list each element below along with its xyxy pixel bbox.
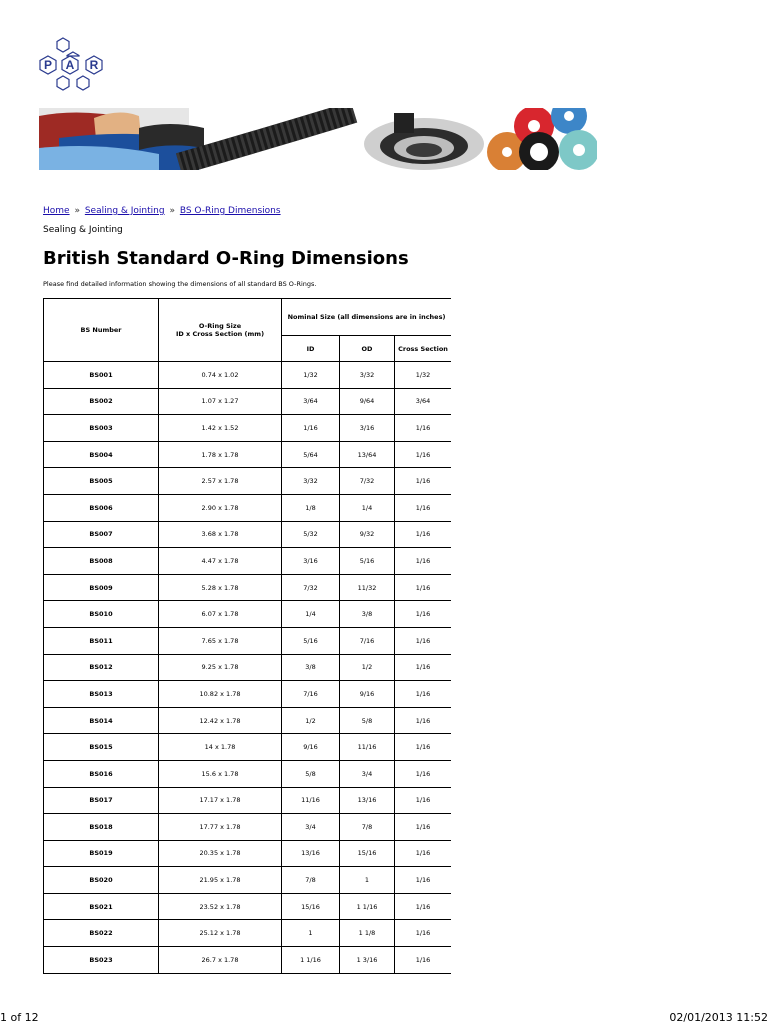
- cell-cross-section: 1/16: [395, 760, 452, 787]
- cell-cross-section: 1/16: [395, 494, 452, 521]
- cell-cross-section: 1/16: [395, 627, 452, 654]
- cell-id: 7/8: [282, 867, 340, 894]
- cell-id: 1/2: [282, 707, 340, 734]
- oring-dimensions-table: [43, 298, 451, 974]
- cell-id: 5/32: [282, 521, 340, 548]
- cell-cross-section: 1/16: [395, 468, 452, 495]
- cell-cross-section: 1/16: [395, 601, 452, 628]
- cell-bs-number: BS009: [44, 574, 159, 601]
- table-row: [44, 734, 452, 761]
- cell-id: 5/16: [282, 627, 340, 654]
- cell-od: 3/8: [340, 601, 395, 628]
- cell-oring-size: 2.90 x 1.78: [159, 494, 282, 521]
- cell-id: 13/16: [282, 840, 340, 867]
- header-nominal-size: Nominal Size (all dimensions are in inches): [282, 299, 452, 336]
- cell-cross-section: 1/16: [395, 840, 452, 867]
- page-counter: 1 of 12: [0, 1011, 39, 1024]
- cell-id: 1/4: [282, 601, 340, 628]
- cell-oring-size: 17.17 x 1.78: [159, 787, 282, 814]
- par-logo: [38, 36, 110, 96]
- cell-bs-number: BS016: [44, 760, 159, 787]
- cell-id: 11/16: [282, 787, 340, 814]
- table-row: [44, 681, 452, 708]
- cell-cross-section: 1/16: [395, 920, 452, 947]
- cell-id: 1/16: [282, 415, 340, 442]
- cell-cross-section: 1/16: [395, 947, 452, 974]
- cell-oring-size: 7.65 x 1.78: [159, 627, 282, 654]
- cell-od: 7/8: [340, 814, 395, 841]
- header-id: ID: [282, 336, 340, 362]
- cell-oring-size: 12.42 x 1.78: [159, 707, 282, 734]
- table-row: [44, 388, 452, 415]
- cell-oring-size: 5.28 x 1.78: [159, 574, 282, 601]
- cell-cross-section: 1/16: [395, 681, 452, 708]
- cell-bs-number: BS007: [44, 521, 159, 548]
- cell-bs-number: BS001: [44, 362, 159, 389]
- cell-cross-section: 3/64: [395, 388, 452, 415]
- cell-od: 5/16: [340, 548, 395, 575]
- cell-id: 9/16: [282, 734, 340, 761]
- cell-bs-number: BS008: [44, 548, 159, 575]
- table-row: [44, 494, 452, 521]
- cell-cross-section: 1/16: [395, 415, 452, 442]
- cell-oring-size: 21.95 x 1.78: [159, 867, 282, 894]
- cell-bs-number: BS012: [44, 654, 159, 681]
- cell-cross-section: 1/32: [395, 362, 452, 389]
- cell-bs-number: BS019: [44, 840, 159, 867]
- cell-od: 3/4: [340, 760, 395, 787]
- cell-id: 3/32: [282, 468, 340, 495]
- cell-od: 1/2: [340, 654, 395, 681]
- cell-oring-size: 1.78 x 1.78: [159, 441, 282, 468]
- cell-oring-size: 9.25 x 1.78: [159, 654, 282, 681]
- cell-oring-size: 3.68 x 1.78: [159, 521, 282, 548]
- cell-cross-section: 1/16: [395, 654, 452, 681]
- table-row: [44, 574, 452, 601]
- cell-cross-section: 1/16: [395, 734, 452, 761]
- product-banner-image: [39, 108, 597, 170]
- cell-id: 3/64: [282, 388, 340, 415]
- table-row: [44, 601, 452, 628]
- table-row: [44, 441, 452, 468]
- cell-id: 3/8: [282, 654, 340, 681]
- breadcrumb-sealing-link[interactable]: Sealing & Jointing: [84, 206, 165, 216]
- cell-id: 3/4: [282, 814, 340, 841]
- cell-id: 7/32: [282, 574, 340, 601]
- table-row: [44, 840, 452, 867]
- logo-letter-r: R: [89, 58, 99, 72]
- cell-oring-size: 17.77 x 1.78: [159, 814, 282, 841]
- cell-id: 7/16: [282, 681, 340, 708]
- cell-od: 7/32: [340, 468, 395, 495]
- cell-od: 13/64: [340, 441, 395, 468]
- cell-bs-number: BS004: [44, 441, 159, 468]
- cell-bs-number: BS017: [44, 787, 159, 814]
- cell-od: 9/64: [340, 388, 395, 415]
- cell-bs-number: BS022: [44, 920, 159, 947]
- cell-cross-section: 1/16: [395, 574, 452, 601]
- table-row: [44, 920, 452, 947]
- cell-od: 15/16: [340, 840, 395, 867]
- logo-letter-p: P: [43, 58, 53, 72]
- table-row: [44, 947, 452, 974]
- table-row: [44, 415, 452, 442]
- cell-oring-size: 0.74 x 1.02: [159, 362, 282, 389]
- cell-id: 15/16: [282, 893, 340, 920]
- section-label: Sealing & Jointing: [43, 225, 123, 235]
- cell-bs-number: BS005: [44, 468, 159, 495]
- cell-bs-number: BS015: [44, 734, 159, 761]
- header-od: OD: [340, 336, 395, 362]
- cell-od: 3/32: [340, 362, 395, 389]
- cell-od: 9/16: [340, 681, 395, 708]
- cell-oring-size: 10.82 x 1.78: [159, 681, 282, 708]
- table-row: [44, 760, 452, 787]
- breadcrumb: [43, 206, 281, 216]
- table-row: [44, 627, 452, 654]
- cell-od: 5/8: [340, 707, 395, 734]
- table-row: [44, 362, 452, 389]
- cell-bs-number: BS023: [44, 947, 159, 974]
- cell-id: 1/8: [282, 494, 340, 521]
- table-row: [44, 893, 452, 920]
- cell-od: 13/16: [340, 787, 395, 814]
- breadcrumb-home-link[interactable]: Home: [43, 206, 70, 216]
- cell-oring-size: 6.07 x 1.78: [159, 601, 282, 628]
- cell-oring-size: 1.42 x 1.52: [159, 415, 282, 442]
- print-datetime: 02/01/2013 11:52: [669, 1011, 768, 1024]
- logo-letter-a: A: [65, 58, 75, 72]
- cell-od: 11/32: [340, 574, 395, 601]
- table-row: [44, 654, 452, 681]
- cell-od: 1 3/16: [340, 947, 395, 974]
- page-title: British Standard O-Ring Dimensions: [43, 248, 409, 269]
- cell-id: 1/32: [282, 362, 340, 389]
- cell-cross-section: 1/16: [395, 814, 452, 841]
- cell-bs-number: BS006: [44, 494, 159, 521]
- cell-oring-size: 4.47 x 1.78: [159, 548, 282, 575]
- header-size-line1: O-Ring Size: [198, 322, 242, 330]
- table-row: [44, 787, 452, 814]
- cell-od: 3/16: [340, 415, 395, 442]
- cell-cross-section: 1/16: [395, 441, 452, 468]
- cell-cross-section: 1/16: [395, 893, 452, 920]
- cell-oring-size: 20.35 x 1.78: [159, 840, 282, 867]
- cell-od: 1/4: [340, 494, 395, 521]
- cell-oring-size: 23.52 x 1.78: [159, 893, 282, 920]
- cell-id: 5/64: [282, 441, 340, 468]
- cell-id: 5/8: [282, 760, 340, 787]
- cell-id: 1 1/16: [282, 947, 340, 974]
- cell-od: 1 1/16: [340, 893, 395, 920]
- cell-bs-number: BS003: [44, 415, 159, 442]
- oring-table-container: [43, 298, 451, 985]
- cell-id: 1: [282, 920, 340, 947]
- breadcrumb-current-link[interactable]: BS O-Ring Dimensions: [179, 206, 281, 216]
- cell-od: 1: [340, 867, 395, 894]
- cell-cross-section: 1/16: [395, 521, 452, 548]
- header-size-line2: ID x Cross Section (mm): [175, 330, 265, 338]
- cell-bs-number: BS013: [44, 681, 159, 708]
- cell-bs-number: BS018: [44, 814, 159, 841]
- cell-od: 9/32: [340, 521, 395, 548]
- cell-od: 7/16: [340, 627, 395, 654]
- cell-bs-number: BS021: [44, 893, 159, 920]
- table-row: [44, 468, 452, 495]
- cell-bs-number: BS002: [44, 388, 159, 415]
- cell-cross-section: 1/16: [395, 787, 452, 814]
- cell-bs-number: BS011: [44, 627, 159, 654]
- table-row: [44, 521, 452, 548]
- header-oring-size: [159, 299, 282, 362]
- intro-text: Please find detailed information showing the dimensions of all standard BS O-Rings.: [43, 280, 317, 288]
- breadcrumb-separator: »: [74, 206, 80, 216]
- breadcrumb-separator: »: [169, 206, 175, 216]
- cell-bs-number: BS020: [44, 867, 159, 894]
- cell-oring-size: 2.57 x 1.78: [159, 468, 282, 495]
- table-row: [44, 814, 452, 841]
- cell-id: 3/16: [282, 548, 340, 575]
- cell-oring-size: 14 x 1.78: [159, 734, 282, 761]
- cell-oring-size: 25.12 x 1.78: [159, 920, 282, 947]
- table-row: [44, 707, 452, 734]
- cell-bs-number: BS010: [44, 601, 159, 628]
- table-row: [44, 867, 452, 894]
- cell-od: 1 1/8: [340, 920, 395, 947]
- cell-oring-size: 1.07 x 1.27: [159, 388, 282, 415]
- cell-cross-section: 1/16: [395, 867, 452, 894]
- cell-od: 11/16: [340, 734, 395, 761]
- table-row: [44, 548, 452, 575]
- table-body: [44, 362, 452, 974]
- cell-bs-number: BS014: [44, 707, 159, 734]
- cell-cross-section: 1/16: [395, 548, 452, 575]
- cell-oring-size: 15.6 x 1.78: [159, 760, 282, 787]
- cell-oring-size: 26.7 x 1.78: [159, 947, 282, 974]
- header-bs-number: BS Number: [44, 299, 159, 362]
- header-cross-section: Cross Section: [395, 336, 452, 362]
- cell-cross-section: 1/16: [395, 707, 452, 734]
